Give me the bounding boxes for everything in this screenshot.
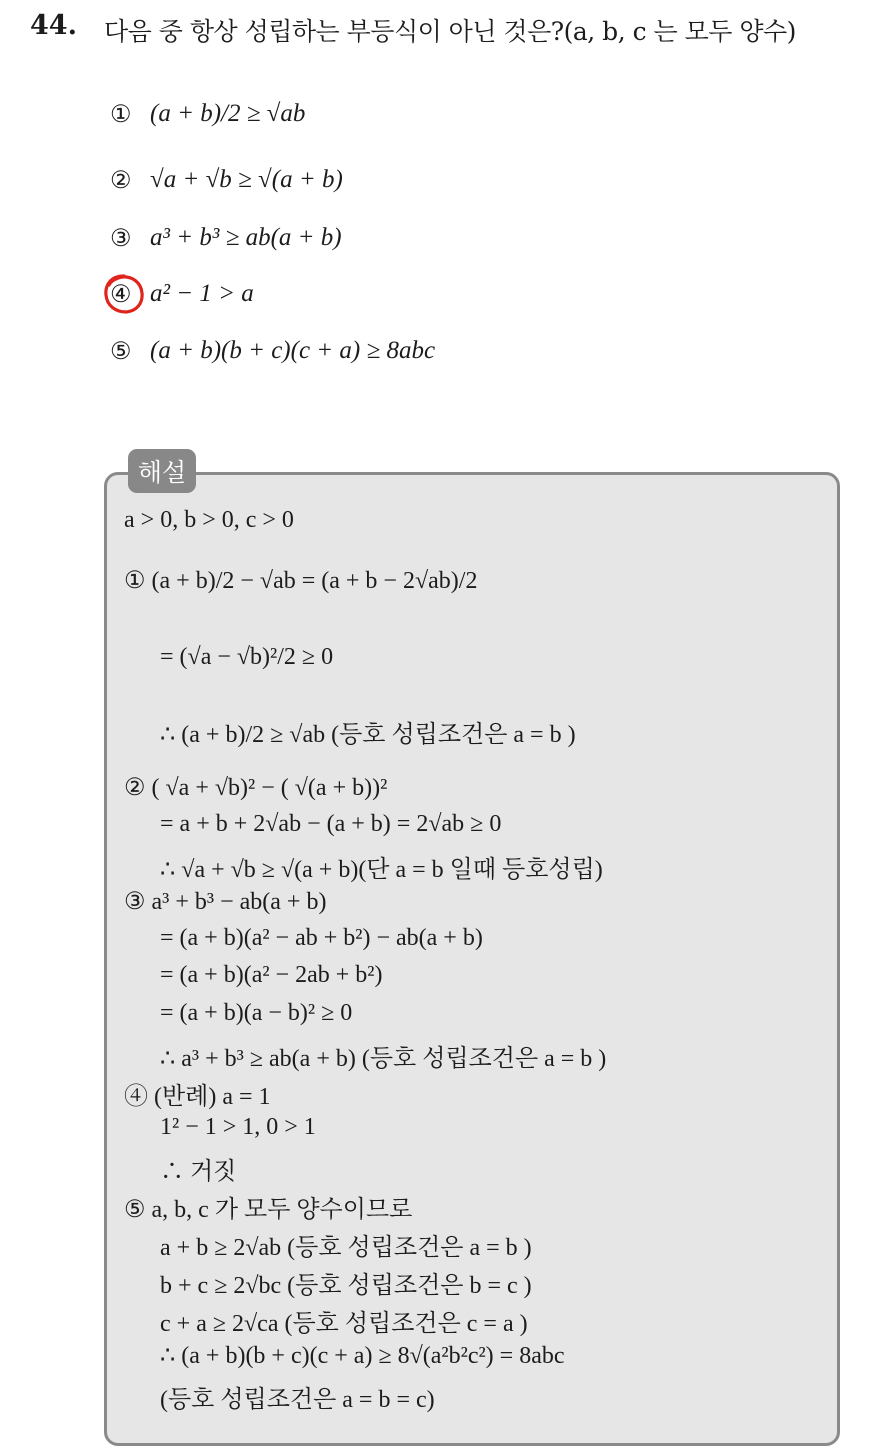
solution-line: a + b ≥ 2√ab (등호 성립조건은 a = b ) [160, 1235, 532, 1261]
question-text: 다음 중 항상 성립하는 부등식이 아닌 것은?(a, b, c 는 모두 양수) [104, 17, 796, 46]
solution-line: b + c ≥ 2√bc (등호 성립조건은 b = c ) [160, 1273, 532, 1299]
choice-3-expression: a³ + b³ ≥ ab(a + b) [150, 224, 342, 251]
solution-line: 1² − 1 > 1, 0 > 1 [160, 1114, 316, 1140]
solution-tag: 해설 [128, 449, 196, 493]
solution-line: ⑤ a, b, c 가 모두 양수이므로 [124, 1197, 413, 1223]
solution-line: ∴ (a + b)(b + c)(c + a) ≥ 8√(a²b²c²) = 8abc [160, 1343, 565, 1369]
question-number: 44. [30, 10, 77, 41]
choice-1[interactable] [110, 100, 305, 128]
solution-line: (등호 성립조건은 a = b = c) [160, 1387, 435, 1413]
solution-line: = (a + b)(a − b)² ≥ 0 [160, 1000, 353, 1026]
choice-1-number: ① [110, 100, 132, 128]
choice-4[interactable] [110, 280, 254, 308]
choice-4-expression: a² − 1 > a [150, 280, 254, 307]
choice-5-expression: (a + b)(b + c)(c + a) ≥ 8abc [150, 337, 436, 364]
solution-line: a > 0, b > 0, c > 0 [124, 507, 294, 533]
choice-4-number: ④ [110, 280, 132, 308]
solution-line: = a + b + 2√ab − (a + b) = 2√ab ≥ 0 [160, 811, 502, 837]
solution-line: = (a + b)(a² − ab + b²) − ab(a + b) [160, 925, 483, 951]
choice-5[interactable] [110, 337, 435, 365]
solution-line: ∴ a³ + b³ ≥ ab(a + b) (등호 성립조건은 a = b ) [160, 1046, 607, 1072]
choice-1-expression: (a + b)/2 ≥ √ab [150, 100, 306, 127]
solution-line: ② ( √a + √b)² − ( √(a + b))² [124, 775, 388, 801]
solution-line: ∴ (a + b)/2 ≥ √ab (등호 성립조건은 a = b ) [160, 722, 576, 748]
choice-2[interactable] [110, 166, 343, 194]
solution-line: ③ a³ + b³ − ab(a + b) [124, 889, 327, 915]
solution-line: = (a + b)(a² − 2ab + b²) [160, 962, 383, 988]
choice-3[interactable] [110, 224, 342, 252]
solution-line: ∴ √a + √b ≥ √(a + b)(단 a = b 일때 등호성립) [160, 857, 603, 883]
solution-line: ④ (반례) a = 1 [124, 1084, 271, 1110]
solution-line: c + a ≥ 2√ca (등호 성립조건은 c = a ) [160, 1311, 528, 1337]
choice-2-expression: √a + √b ≥ √(a + b) [150, 166, 343, 193]
solution-line: = (√a − √b)²/2 ≥ 0 [160, 644, 334, 670]
choice-2-number: ② [110, 166, 132, 194]
solution-line: ∴ 거짓 [160, 1159, 237, 1185]
solution-line: ① (a + b)/2 − √ab = (a + b − 2√ab)/2 [124, 568, 478, 594]
choice-3-number: ③ [110, 224, 132, 252]
choice-5-number: ⑤ [110, 337, 132, 365]
